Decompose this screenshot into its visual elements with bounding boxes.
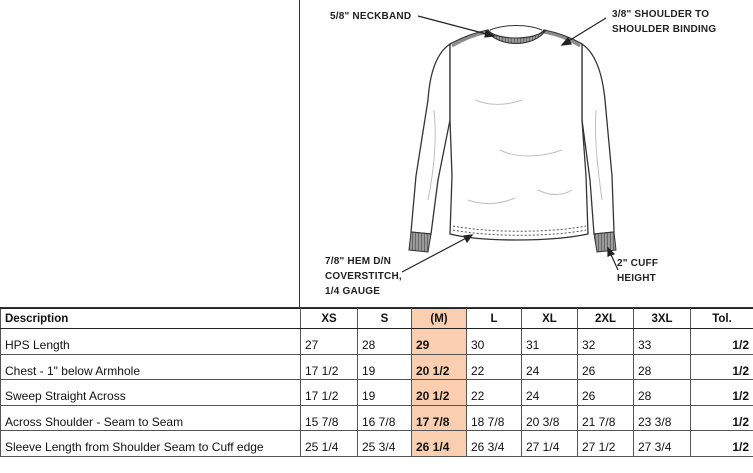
left-sleeve [411, 44, 450, 234]
cell-l: 30 [467, 329, 522, 355]
cell-m: 17 7/8 [412, 405, 467, 431]
cell-3xl: 23 3/8 [634, 405, 691, 431]
row-description: Sleeve Length from Shoulder Seam to Cuff edge [1, 431, 301, 457]
table-row [1, 329, 753, 355]
header-size-m: (M) [412, 309, 467, 329]
shoulder-callout-line2: SHOULDER BINDING [612, 24, 717, 35]
cell-m: 20 1/2 [412, 354, 467, 380]
cell-m: 20 1/2 [412, 380, 467, 406]
cell-3xl: 27 3/4 [634, 431, 691, 457]
left-cuff [409, 232, 431, 252]
hem-callout-line2: COVERSTITCH, [325, 271, 402, 282]
cell-xl: 24 [522, 354, 578, 380]
cuff-callout-line1: 2" CUFF [617, 258, 659, 269]
garment-body [450, 30, 588, 240]
cell-s: 25 3/4 [358, 431, 412, 457]
cell-s: 19 [358, 380, 412, 406]
cell-xs: 27 [301, 329, 358, 355]
cell-l: 18 7/8 [467, 405, 522, 431]
header-size-xs: XS [301, 309, 358, 329]
table-row [1, 405, 753, 431]
table-row [1, 431, 753, 457]
cell-tolerance: 1/2 [691, 405, 753, 431]
cell-xs: 17 1/2 [301, 354, 358, 380]
hem-callout [325, 254, 402, 299]
header-size-s: S [358, 309, 412, 329]
cell-s: 19 [358, 354, 412, 380]
header-tolerance: Tol. [691, 309, 753, 329]
cell-s: 16 7/8 [358, 405, 412, 431]
cell-2xl: 26 [578, 380, 634, 406]
cell-m: 29 [412, 329, 467, 355]
shoulder-callout-line1: 3/8" SHOULDER TO [612, 9, 710, 20]
cuff-callout-line2: HEIGHT [617, 273, 656, 284]
right-cuff [594, 232, 616, 252]
cell-2xl: 21 7/8 [578, 405, 634, 431]
table-header-row [1, 309, 753, 329]
header-size-xl: XL [522, 309, 578, 329]
row-description: Across Shoulder - Seam to Seam [1, 405, 301, 431]
cell-xl: 20 3/8 [522, 405, 578, 431]
cell-l: 22 [467, 380, 522, 406]
row-description: Sweep Straight Across [1, 380, 301, 406]
cell-3xl: 28 [634, 354, 691, 380]
row-description: HPS Length [1, 329, 301, 355]
cell-tolerance: 1/2 [691, 431, 753, 457]
hem-callout-line3: 1/4 GAUGE [325, 286, 381, 297]
cell-3xl: 33 [634, 329, 691, 355]
header-size-3xl: 3XL [634, 309, 691, 329]
cell-xl: 31 [522, 329, 578, 355]
cell-xl: 24 [522, 380, 578, 406]
hem-callout-line1: 7/8" HEM D/N [325, 256, 392, 267]
cell-xs: 15 7/8 [301, 405, 358, 431]
cuff-callout [617, 256, 658, 286]
cell-xs: 25 1/4 [301, 431, 358, 457]
cell-2xl: 26 [578, 354, 634, 380]
table-row [1, 380, 753, 406]
measurement-table [0, 308, 753, 457]
blank-info-panel [0, 0, 300, 308]
cell-3xl: 28 [634, 380, 691, 406]
cell-2xl: 32 [578, 329, 634, 355]
cell-s: 28 [358, 329, 412, 355]
header-size-l: L [467, 309, 522, 329]
shoulder-binding-callout [612, 7, 716, 37]
cell-l: 26 3/4 [467, 431, 522, 457]
neckband-callout [330, 9, 411, 24]
cell-l: 22 [467, 354, 522, 380]
header-description: Description [1, 309, 301, 329]
cell-tolerance: 1/2 [691, 380, 753, 406]
cell-xl: 27 1/4 [522, 431, 578, 457]
neckband-callout-text: 5/8" NECKBAND [330, 11, 412, 22]
cell-2xl: 27 1/2 [578, 431, 634, 457]
cell-xs: 17 1/2 [301, 380, 358, 406]
cell-m: 26 1/4 [412, 431, 467, 457]
table-row [1, 354, 753, 380]
cell-tolerance: 1/2 [691, 329, 753, 355]
row-description: Chest - 1" below Armhole [1, 354, 301, 380]
cell-tolerance: 1/2 [691, 354, 753, 380]
header-size-2xl: 2XL [578, 309, 634, 329]
